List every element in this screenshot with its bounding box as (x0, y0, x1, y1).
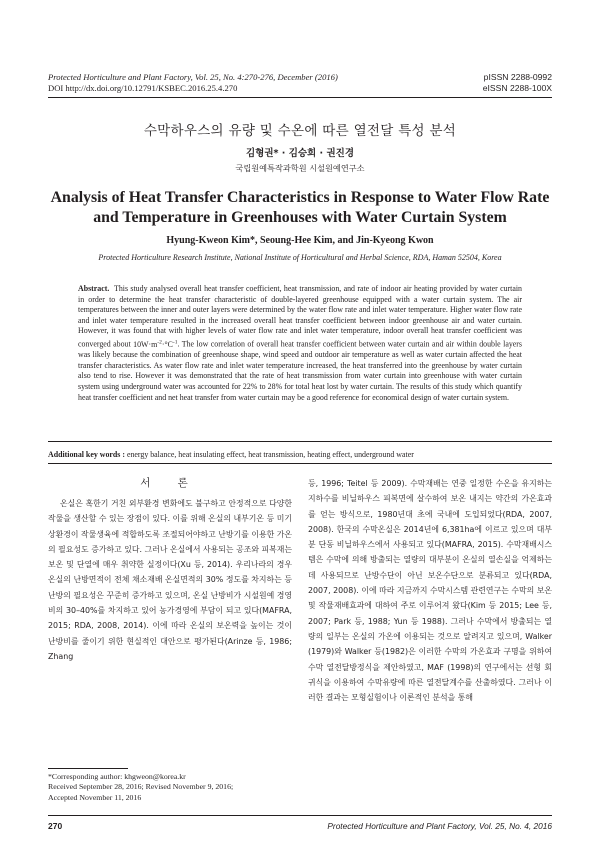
running-footer: Protected Horticulture and Plant Factory, Vol. 25, No. 4, 2016 (327, 821, 552, 831)
eissn: eISSN 2288-100X (482, 83, 552, 93)
korean-affiliation: 국립원예특작과학원 시설원예연구소 (235, 163, 365, 173)
footnote-rule (48, 768, 128, 769)
corresponding-author: *Corresponding author: khgweon@korea.kr (48, 772, 186, 781)
abstract-rule (48, 441, 552, 442)
section-heading: 서 론 (140, 477, 200, 489)
accepted-date: Accepted November 11, 2016 (48, 792, 142, 802)
english-affiliation: Protected Horticulture Research Institute, National Institute of Horticultural and Herbal Science, RDA, Haman 52504, Korea (98, 253, 502, 262)
english-authors: Hyung-Kweon Kim*, Seoung-Hee Kim, and Jin-Kyeong Kwon (166, 235, 434, 246)
korean-title: 수막하우스의 유량 및 수온에 따른 열전달 특성 분석 (143, 123, 457, 139)
abstract-unit: $10W\cdot m^{-2}\cdot^\circ C^{-1}$ (133, 338, 178, 349)
doi-link[interactable]: DOI http://dx.doi.org/10.12791/KSBEC.2016.25.4.270 (48, 83, 238, 93)
page-number: 270 (48, 821, 63, 831)
abstract-label: Abstract. (78, 284, 110, 293)
footer-rule (48, 815, 552, 816)
body-column-left (48, 476, 292, 664)
abstract-text-2: . The low correlation of overall heat transfer coefficient between water curtain and air within double layers was likely because the combination of greenhouse shape, wind speed and outdoor air temperature as well as water curtain affected the heat transfer characteristics. As water flow rate and inlet water temperature increased, the heat transferred into the greenhouse by water curtain also tend to rise. However it was demonstrated that the rate of heat transmission from water curtain into greenhouse with water curtain system using underground water was accounted for 22% to 28% for total heat lost by water curtain. The results of this study which quantify heat transfer coefficient and net heat transfer from water curtain may be a good reference for economical design of water curtain system. (78, 339, 522, 402)
keywords-rule (48, 463, 552, 464)
journal-header (48, 72, 338, 94)
keywords (48, 450, 552, 460)
body-paragraph-left: 온실은 혹한기 거친 외부환경 변화에도 불구하고 안정적으로 다양한 작물을 생산할 수 있는 장점이 있다. 이를 위해 온실의 내부기온 등 미기상환경이 작물생육에 적합하도록 조절되어야하고 난방기를 이용한 가온의 필요성도 증가하고 있다. 그러나 온실에서 사용되는 공조와 피복재는 보온 및 단열에 매우 취약한 실정이다(Xu 등, 2014). 우리나라의 경우 온실의 난방면적이 전체 채소재배 온실면적의 30% 정도를 차지하는 등 난방의 필요성은 꾸준히 증가하고 있으며, 온실 난방비가 시설원예 경영비의 30–40%를 차지하고 있어 농가경영에 부담이 되고 있다(MAFRA, 2015; RDA, 2008, 2014). 이에 따라 온실의 보온력을 높이는 것이 난방비를 줄이기 위한 현실적인 대안으로 평가된다(Arinze 등, 1986; Zhang (48, 499, 292, 661)
english-title: Analysis of Heat Transfer Characteristics in Response to Water Flow Rate and Temperature in Greenhouses with Water Curtain System (50, 189, 550, 226)
body-column-right (308, 476, 552, 705)
pissn: pISSN 2288-0992 (483, 72, 552, 82)
korean-authors: 김형권* · 김승희 · 권진경 (245, 148, 354, 159)
abstract-text-1: This study analysed overall heat transfer coefficient, heat transmission, and rate of indoor air heating provided by water curtain in order to determine the heat transfer characteristic of double-layered greenhouse equipped with a water curtain system. The air temperatures between the inner and outer layers were determined by the water flow rate and inlet water temperature. Higher water flow rate and inlet water temperature resulted in the increased overall heat transfer coefficient between indoor greenhouse air and water curtain. However, it was found that with higher levels of water flow rate and inlet water temperature, indoor overall heat transfer coefficient was converged about (78, 284, 523, 349)
keywords-label: Additional key words : (48, 450, 125, 459)
footnote (48, 772, 233, 803)
body-paragraph-right: 등, 1996; Teitel 등 2009). 수막재배는 연중 일정한 수온을 유지하는 지하수를 비닐하우스 피복면에 살수하여 보온 내지는 약간의 가온효과를 얻는 방식으로, 1980년대 초에 국내에 도입되었다(RDA, 2007, 2008). 한국의 수막온실은 2014년에 6,381ha에 이르고 있으며 대부분 단동 비닐하우스에서 사용되고 있다(MAFRA, 2015). 수막재배시스템은 수막에 의해 방출되는 열량의 대부분이 온실의 열손실을 억제하는데 사용되므로 난방수단이 아닌 보온수단으로 분류되고 있다(RDA, 2007, 2008). 이에 따라 지금까지 수막시스템 관련연구는 수막의 보온 및 작물재배효과에 대하여 주로 이루어져 왔다(Kim 등 2015; Lee 등, 2007; Park 등, 1988; Yun 등 1988). 그러나 수막에서 방출되는 열량의 일부는 온실의 가온에 이용되는 것으로 알려지고 있으며, Walker (1979)와 Walker 등(1982)은 이러한 수막의 가온효과 구명을 위하여 수막 열전달방정식을 제안하였고, MAF (1998)의 연구에서는 선형 회귀식을 이용하여 수막유량에 따른 열전달계수를 산출하였다. 그러나 이러한 결과는 모형실험이나 이론적인 분석을 통해 (308, 479, 552, 703)
issn-block (483, 72, 552, 94)
abstract (78, 284, 522, 403)
header-rule (48, 97, 552, 98)
journal-citation: Protected Horticulture and Plant Factory, Vol. 25, No. 4:270-276, December (2016) (48, 72, 338, 82)
keywords-text: energy balance, heat insulating effect, heat transmission, heating effect, underground water (126, 450, 414, 459)
received-dates: Received September 28, 2016; Revised November 9, 2016; (48, 782, 234, 792)
